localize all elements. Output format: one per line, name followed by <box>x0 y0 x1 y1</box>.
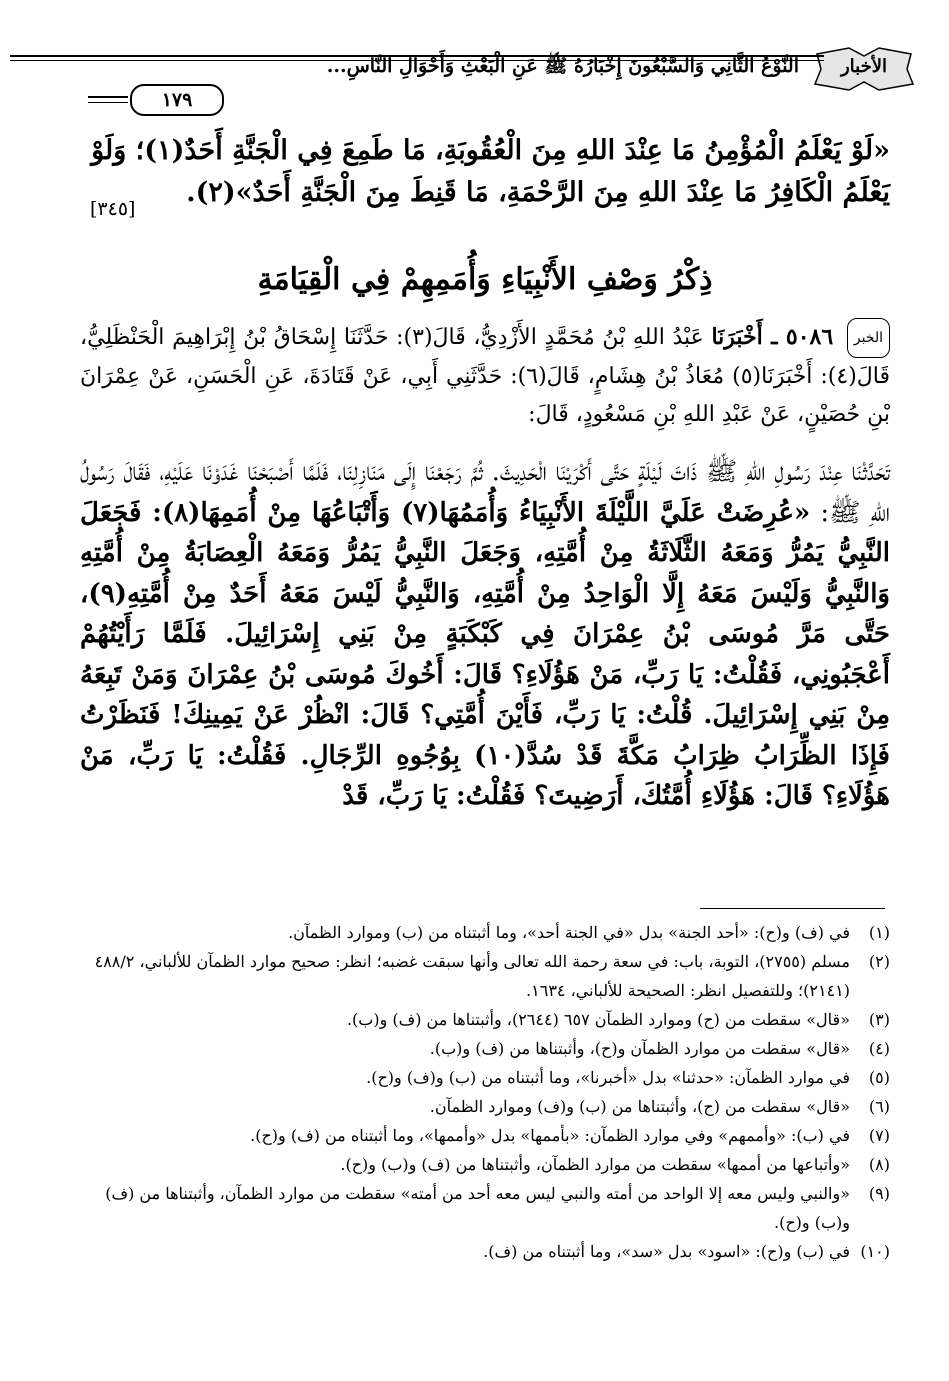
footnote: (٦) «قال» سقطت من (ح)، وأثبتناها من (ب) و(ف) وموارد الظمآن. <box>429 1097 890 1116</box>
footnote-separator <box>700 908 885 909</box>
chapter-badge-label: الأخبار <box>840 56 887 77</box>
footnote: (٨) «وأتباعها من أممها» سقطت من موارد الظمآن، وأثبتناها من (ف) و(ب) و(ح). <box>340 1155 890 1174</box>
isnad-text: عَبْدُ اللهِ بْنُ مُحَمَّدٍ الأَزْدِيُّ، قَالَ(٣): حَدَّثَنَا إِسْحَاقُ بْنُ إِبْرَاهِيمَ الْحَنْظَلِيُّ، قَالَ(٤): أَخْبَرَنَا(٥) مُعَاذُ بْنُ هِشَامٍ، قَالَ(٦): حَدَّثَنِي أَبِي، عَنْ قَتَادَةَ، عَنِ الْحَسَنِ، عَنْ عِمْرَانَ بْنِ حُصَيْنٍ، عَنْ عَبْدِ اللهِ بْنِ مَسْعُودٍ، قَالَ: <box>80 325 890 427</box>
matn-intro: تَحَدَّثْنَا عِنْدَ رَسُولِ اللهِ ﷺ ذَاتَ لَيْلَةٍ حَتَّى أَكْرَيْنَا الْحَدِيثَ. ثُمَّ رَجَعْنَا إِلَى مَنَازِلِنَا، فَلَمَّا أَصْبَحْنَا غَدَوْنَا عَلَيْهِ، فَقَالَ رَسُولُ اللهِ ﷺ: <box>80 457 890 528</box>
page-number-rule-thin <box>88 102 128 103</box>
hadith-reference-number: [٣٤٥] <box>90 198 136 220</box>
hadith-number: ٥٠٨٦ ـ أَخْبَرَنَا <box>711 324 834 350</box>
isnad-paragraph <box>80 318 890 434</box>
matn-prophetic-text: «عُرِضَتْ عَلَيَّ اللَّيْلَةَ الأَنْبِيَاءُ وَأُمَمُهَا(٧) وَأَتْبَاعُهَا مِنْ أُمَمِهَا(٨): فَجَعَلَ النَّبِيُّ يَمُرُّ وَمَعَهُ الثَّلَاثَةُ مِنْ أُمَّتِهِ، وَجَعَلَ النَّبِيُّ يَمُرُّ وَمَعَهُ الْعِصَابَةُ مِنْ أُمَّتِهِ وَالنَّبِيُّ وَلَيْسَ مَعَهُ إِلَّا الْوَاحِدُ مِنْ أُمَّتِهِ، وَالنَّبِيُّ لَيْسَ مَعَهُ أَحَدٌ مِنْ أُمَّتِهِ(٩)، حَتَّى مَرَّ مُوسَى بْنُ عِمْرَانَ فِي كَبْكَبَةٍ مِنْ بَنِي إِسْرَائِيلَ. فَلَمَّا رَأَيْتُهُمْ أَعْجَبُونِي، فَقُلْتُ: يَا رَبِّ، مَنْ هَؤُلَاءِ؟ قَالَ: أَخُوكَ مُوسَى بْنُ عِمْرَانَ وَمَنْ تَبِعَهُ مِنْ بَنِي إِسْرَائِيلَ. قُلْتُ: يَا رَبِّ، فَأَيْنَ أُمَّتِي؟ قَالَ: انْظُرْ عَنْ يَمِينِكَ! فَنَظَرْتُ فَإِذَا الظِّرَابُ ظِرَابُ مَكَّةَ قَدْ سُدَّ(١٠) بِوُجُوهِ الرِّجَالِ. فَقُلْتُ: يَا رَبِّ، مَنْ هَؤُلَاءِ؟ قَالَ: هَؤُلَاءِ أُمَّتُكَ، أَرَضِيتَ؟ فَقُلْتُ: يَا رَبِّ، قَدْ <box>80 497 890 811</box>
footnote: (٢) مسلم (٢٧٥٥)، التوبة، باب: في سعة رحمة الله تعالى وأنها سبقت غضبه؛ انظر: صحيح موارد الظمآن للألباني، ٤٨٨/٢ (٢١٤١)؛ وللتفصيل انظر: الصحيحة للألباني، ١٦٣٤. <box>94 952 890 1000</box>
footnote: (١٠) في (ب) و(ح): «اسود» بدل «سد»، وما أثبتناه من (ف). <box>483 1242 890 1261</box>
top-hadith <box>80 130 890 220</box>
footnote: (٩) «والنبي وليس معه إلا الواحد من أمته والنبي ليس معه أحد من أمته» سقطت من موارد الظمآن، وأثبتناها من (ف) و(ب) و(ح). <box>105 1184 890 1232</box>
top-hadith-line-1: «لَوْ يَعْلَمُ الْمُؤْمِنُ مَا عِنْدَ اللهِ مِنَ الْعُقُوبَةِ، مَا طَمِعَ فِي الْجَنَّةِ أَحَدٌ(١)؛ وَلَوْ <box>91 135 890 166</box>
footnote: (١) في (ف) و(ح): «أحد الجنة» بدل «في الجنة أحد»، وما أثبتناه من (ب) وموارد الظمآن. <box>288 923 890 942</box>
matn-paragraph <box>80 452 890 817</box>
top-hadith-line-2: يَعْلَمُ الْكَافِرُ مَا عِنْدَ اللهِ مِنَ الرَّحْمَةِ، مَا قَنِطَ مِنَ الْجَنَّةِ أَحَدٌ»(٢). <box>186 177 890 208</box>
footnote: (٥) في موارد الظمآن: «حدثنا» بدل «أخبرنا»، وما أثبتناه من (ب) و(ف) و(ح). <box>366 1068 890 1087</box>
page-number-rule <box>88 96 128 98</box>
footnote: (٧) في (ب): «وأممهم» وفي موارد الظمآن: «بأممها» بدل «وأممها»، وما أثبتناه من (ف) و(ح). <box>250 1126 890 1145</box>
footnote: (٤) «قال» سقطت من موارد الظمآن و(ح)، وأثبتناها من (ف) و(ب). <box>429 1039 890 1058</box>
chapter-badge <box>809 44 919 94</box>
header-rule <box>10 55 824 65</box>
footnotes <box>80 918 890 1266</box>
khabar-mark-icon: الخبر <box>847 318 890 358</box>
running-head: النَّوْعُ الثَّانِي وَالسَّبْعُونَ إِخْبَارُهُ ﷺ عَنِ الْبَعْثِ وَأَحْوَالِ النَّاسِ... <box>326 55 799 77</box>
section-title: ذِكْرُ وَصْفِ الأَنْبِيَاءِ وَأُمَمِهِمْ فِي الْقِيَامَةِ <box>257 262 713 297</box>
page-number: ١٧٩ <box>130 84 224 116</box>
footnote: (٣) «قال» سقطت من (ح) وموارد الظمآن ٦٥٧ (٢٦٤٤)، وأثبتناها من (ف) و(ب). <box>346 1010 890 1029</box>
